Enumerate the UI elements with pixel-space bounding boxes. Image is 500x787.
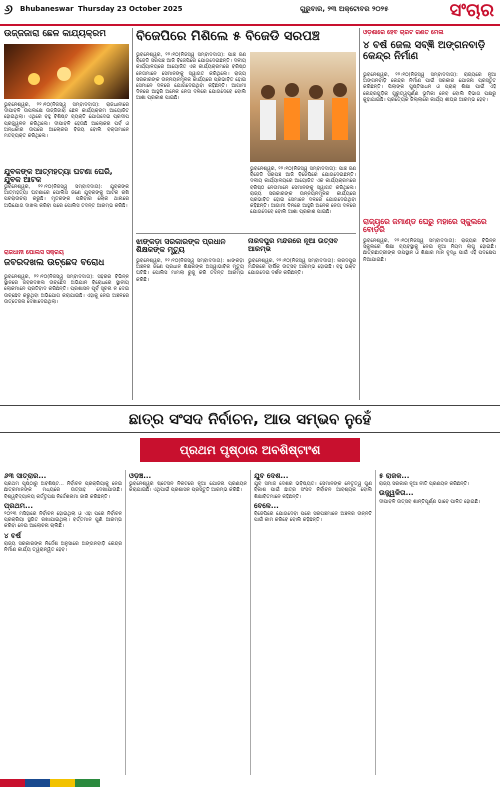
column-divider: [125, 470, 126, 775]
cont-head: ୫ ରାଜକ...: [379, 472, 410, 480]
main-body: ଭୁବନେଶ୍ୱର, ୨୨।୧୦(ନିଜସ୍ୱ ସମ୍ବାଦଦାତା): ପାଞ୍ଚ ଜଣ ବିଜେଡି ସରପଞ୍ଚ ଆଜି ବିଜେପିରେ ଯୋଗଦେଇଛନ୍ତି। ଦଳୀୟ କାର୍ଯ୍ୟାଳୟରେ ଆୟୋଜିତ ଏକ କାର୍ଯ୍ୟକ୍ରମରେ ବରିଷ୍ଠ ନେତାମାନେ ସେମାନଙ୍କୁ ସ୍ୱାଗତ କରିଥିଲେ। ରାଜ୍ୟ ସରକାରଙ୍କ ଉନ୍ନୟନମୂଳକ କାର୍ଯ୍ୟରେ ପ୍ରଭାବିତ ହୋଇ ସେମାନେ ଦଳରେ ଯୋଗଦେଇଥିବା କହିଛନ୍ତି। ଆଗାମୀ ଦିନରେ ଆହୁରି ଅନେକ ନେତା ଦଳରେ ଯୋଗଦେବେ ବୋଲି ଆଶା ପ୍ରକାଶ ପାଇଛି।: [136, 52, 246, 102]
story3-kicker: ରାଜଧାନୀ ପୋଲିସ ସକ୍ରିୟ: [4, 250, 64, 256]
cont-body: ୨୦୨୩ ମସିହାରେ ନିର୍ବାଚନ ହୋଇଥିଲା ଓ ଏହା ପରେ ନିର୍ବାଚନ ପ୍ରକ୍ରିୟା ସ୍ଥଗିତ ରଖାଯାଇଥିଲା। ବର୍ତ୍ତମାନ ପୁଣି ଆରମ୍ଭ କରିବା ନେଇ ଆଲୋଚନା ଚାଲିଛି।: [4, 511, 122, 530]
section-title: ପ୍ରଥମ ପୃଷ୍ଠାର ଅବଶିଷ୍ଟାଂଶ: [140, 438, 360, 462]
sub2-body: ଭୁବନେଶ୍ୱର, ୨୨।୧୦(ନିଜସ୍ୱ ସମ୍ବାଦଦାତା): ନାରଦପୁର ମନ୍ଦିରରେ ବାର୍ଷିକ ଉତ୍ସବ ଆରମ୍ଭ ହୋଇଛି। ବହୁ ଭକ୍ତ ଯୋଗଦେଇ ଦର୍ଶନ କରିଛନ୍ତି।: [248, 258, 356, 277]
lamp-icon: [4, 44, 129, 99]
continuation-col-4: [379, 470, 496, 775]
cont-body: ଭୁବନେଶ୍ୱର ଷ୍ଟେସନ ନିକଟରେ ନୂଆ ଯୋଜନା ପ୍ରଣୟନ କରାଯାଇଛି। ଏଥିପାଇଁ ପ୍ରଶାସନ ପ୍ରସ୍ତୁତି ଆରମ୍ଭ କରିଛି।: [129, 481, 247, 494]
cont-body: ରାଜ୍ୟ ସରକାର ନୂଆ ନୀତି ପ୍ରଣୟନ କରିଛନ୍ତି।: [379, 481, 470, 488]
column-divider: [375, 470, 376, 775]
cont-head: ୪ ବର୍ଷ: [4, 531, 21, 540]
cont-body: ବିଜେପିରେ ଯୋଗଦେବା ପରେ ସରପଞ୍ଚମାନେ ଅଞ୍ଚଳର ଉନ୍ନତି ପାଇଁ କାମ କରିବେ ବୋଲି କହିଛନ୍ତି।: [254, 511, 372, 524]
cont-head: ପ୍ରଥମ...: [4, 501, 33, 510]
right-kicker: ଓଡ଼ିଶାରେ ହେବ ଚାରିଟି ଗଣିତ ମେଳା: [363, 30, 444, 36]
page-number: ୬: [4, 2, 13, 18]
group-photo: [250, 52, 356, 162]
cont-head: ବେଳେ...: [254, 501, 279, 510]
continuation-col-3: [254, 470, 372, 775]
story2-headline: ଯୁବକଙ୍କ ଆତ୍ମହତ୍ୟା ଘଟଣା ଘେରି, ଯୁବକ ଆଟକ: [4, 168, 113, 185]
story3-headline: ଜବରଦଖଲ ଉଚ୍ଛେଦ ବିରୋଧ: [4, 259, 105, 268]
people-icon: [250, 52, 356, 162]
continuation-col-1: [4, 470, 122, 775]
main-headline: ବିଜେପିରେ ମିଶିଲେ ୫ ବିଜେଡି ସରପଞ୍ଚ: [136, 30, 320, 44]
english-date: Thursday 23 October 2025: [78, 5, 183, 13]
sub1-body: ଭୁବନେଶ୍ୱର, ୨୨।୧୦(ନିଜସ୍ୱ ସମ୍ବାଦଦାତା): ଝାଙ୍କଡ଼ା ଅଞ୍ଚଳର ଜଣେ ପ୍ରଧାନ ଶିକ୍ଷକଙ୍କ ଅସ୍ୱାଭାବିକ ମୃତ୍ୟୁ ଘଟିଛି। ପୋଲିସ ମାମଲା ରୁଜୁ କରି ତଦନ୍ତ ଆରମ୍ଭ କରିଛି।: [136, 258, 244, 283]
page-header: [0, 0, 500, 26]
diwali-photo: [4, 44, 129, 99]
cont-body: ରାଜ୍ୟ ସରକାରଙ୍କ ନିର୍ଦ୍ଦେଶ ଅନୁସାରେ ଅଙ୍ଗନବାଡ଼ି କେନ୍ଦ୍ର ନିର୍ମାଣ କାର୍ଯ୍ୟ ତ୍ୱରାନ୍ୱିତ ହେବ।: [4, 540, 122, 554]
cont-head: ଯୁବ ଦେଶ...: [254, 472, 289, 480]
right-sub-headline: ରାଜ୍ୟରେ ଜମାଣ୍ଡ ଘେରୁ ମହାରେ ସ୍କୁଲରେ ବୋର୍ଡ଼ରି: [363, 218, 487, 235]
right-headline: ୪ ବର୍ଷ ଜେଲ ସବ୍‌ଜ୍ଞି ଅଙ୍ଗନବାଡ଼ି କେନ୍ଦ୍ର ନିର୍ମାଣ: [363, 40, 486, 62]
main-body-cont: ଭୁବନେଶ୍ୱର, ୨୨।୧୦(ନିଜସ୍ୱ ସମ୍ବାଦଦାତା): ପାଞ୍ଚ ଜଣ ବିଜେଡି ସରପଞ୍ଚ ଆଜି ବିଜେପିରେ ଯୋଗଦେଇଛନ୍ତି। ଦଳୀୟ କାର୍ଯ୍ୟାଳୟରେ ଆୟୋଜିତ ଏକ କାର୍ଯ୍ୟକ୍ରମରେ ବରିଷ୍ଠ ନେତାମାନେ ସେମାନଙ୍କୁ ସ୍ୱାଗତ କରିଥିଲେ। ରାଜ୍ୟ ସରକାରଙ୍କ ଉନ୍ନୟନମୂଳକ କାର୍ଯ୍ୟରେ ପ୍ରଭାବିତ ହୋଇ ସେମାନେ ଦଳରେ ଯୋଗଦେଇଥିବା କହିଛନ୍ତି। ଆଗାମୀ ଦିନରେ ଆହୁରି ଅନେକ ନେତା ଦଳରେ ଯୋଗଦେବେ ବୋଲି ଆଶା ପ୍ରକାଶ ପାଇଛି।: [250, 166, 356, 216]
story3-body: ଭୁବନେଶ୍ୱର, ୨୨।୧୦(ନିଜସ୍ୱ ସମ୍ବାଦଦାତା): ସହରର ବିଭିନ୍ନ ସ୍ଥାନରେ ଜବରଦଖଲ ଉଚ୍ଛେଦ ଅଭିଯାନ ବିରୋଧରେ ସ୍ଥାନୀୟ ଲୋକମାନେ ପ୍ରତିବାଦ କରିଛନ୍ତି। ପ୍ରଶାସନ ପୂର୍ବ ସୂଚନା ନ ଦେଇ ଉଚ୍ଛେଦ କରୁଥିବା ଅଭିଯୋଗ କରାଯାଇଛି। ଏହାକୁ ନେଇ ଅଞ୍ଚଳରେ ଉତ୍ତେଜନା ଦେଖାଦେଇଥିଲା।: [4, 274, 129, 305]
column-divider: [359, 28, 360, 400]
cont-body: ପ୍ରଥମ ପୃଷ୍ଠାରୁ ଅବଶିଷ୍ଟ... ନିର୍ବାଚନ ପ୍ରକ୍ରିୟାକୁ ନେଇ ଛାତ୍ରମାନଙ୍କ ମଧ୍ୟରେ ଉତ୍ସାହ ଦେଖାଯାଉଛି। ବିଶ୍ୱବିଦ୍ୟାଳୟ କର୍ତ୍ତୃପକ୍ଷ ନିର୍ଦ୍ଦେଶନାମା ଜାରି କରିଛନ୍ତି।: [4, 481, 122, 500]
cont-head: ଓଡ଼ଞ୍ଚ...: [129, 472, 152, 480]
cont-head: ୬୩ ସାତ୍ରାର...: [4, 472, 47, 480]
band-headline-strip: [0, 405, 500, 433]
cont-body: ଦୀପାବଳି ଉତ୍ସବ ଶାନ୍ତିପୂର୍ଣ୍ଣ ଭାବେ ପାଳିତ ହୋଇଛି।: [379, 498, 481, 505]
band-headline: ଛାତ୍ର ସଂସଦ ନିର୍ବାଚନ, ଆଉ ସମ୍ଭବ ନୁହେଁ: [128, 410, 372, 428]
right-body: ଭୁବନେଶ୍ୱର, ୨୨।୧୦(ନିଜସ୍ୱ ସମ୍ବାଦଦାତା): ରାଜ୍ୟରେ ନୂଆ ଅଙ୍ଗନବାଡ଼ି କେନ୍ଦ୍ର ନିର୍ମାଣ ପାଇଁ ସରକାର ଯୋଜନା ପ୍ରସ୍ତୁତ କରିଛନ୍ତି। ପିଲାଙ୍କ ପୁଷ୍ଟିସାଧନ ଓ ପ୍ରାକ୍‌ ଶିକ୍ଷା ପାଇଁ ଏହି କେନ୍ଦ୍ରଗୁଡ଼ିକ ଗୁରୁତ୍ୱପୂର୍ଣ୍ଣ ଭୂମିକା ନେବ ବୋଲି ବିଭାଗ ପକ୍ଷରୁ କୁହାଯାଇଛି। ପ୍ରତ୍ୟେକ ଜିଲ୍ଲାରେ କାର୍ଯ୍ୟ ଶୀଘ୍ର ଆରମ୍ଭ ହେବ।: [363, 72, 496, 103]
column-divider: [250, 470, 251, 775]
story1-body: ଭୁବନେଶ୍ୱର, ୨୨।୧୦(ନିଜସ୍ୱ ସମ୍ବାଦଦାତା): ରାଜଧାନୀରେ ଦୀପାବଳି ଉପଲକ୍ଷେ ଉଜ୍ଜିଜାରା ଛେଳ କାର୍ଯ୍ୟକ୍ରମ ଆୟୋଜିତ ହୋଇଥିଲା। ଏଥିରେ ବହୁ ବିଶିଷ୍ଟ ବ୍ୟକ୍ତି ଯୋଗଦେଇ ପ୍ରଦୀପ ପ୍ରଜ୍ଜ୍ୱଳନ କରିଥିଲେ। ଦୀପାବଳି ହେଉଛି ଆଲୋକର ପର୍ବ ଓ ଅନ୍ଧକାର ଉପରେ ଆଲୋକର ବିଜୟ ବୋଲି ବକ୍ତାମାନେ ମତବ୍ୟକ୍ତ କରିଥିଲେ।: [4, 102, 129, 140]
story2-body: ଭୁବନେଶ୍ୱର, ୨୨।୧୦(ନିଜସ୍ୱ ସମ୍ବାଦଦାତା): ଯୁବକଙ୍କ ଆତ୍ମହତ୍ୟା ଘଟଣାରେ ପୋଲିସ ଜଣେ ଯୁବକଙ୍କୁ ଆଟକ ରଖି ପଚରାଉଚରା କରୁଛି। ମୃତକଙ୍କ ପରିବାର ଲୋକ ଥାନାରେ ଅଭିଯୋଗ ଦାଖଲ କରିବା ପରେ ପୋଲିସ ତଦନ୍ତ ଆରମ୍ଭ କରିଛି।: [4, 184, 129, 209]
continuation-col-2: [129, 470, 247, 775]
edition-label: Bhubaneswar: [20, 5, 74, 13]
story1-headline: ଉଜ୍ଜିଜାରା ଛେଳ କାର୍ଯ୍ୟକ୍ରମ: [4, 30, 106, 39]
center-divider: [136, 233, 356, 234]
odia-date: ଗୁରୁବାର, ୨୩ ଅକ୍ଟୋବର ୨୦୨୫: [300, 5, 389, 13]
cont-body: ଯୁବ ସମାଜ ଦେଶର ଭବିଷ୍ୟତ। ସେମାନଙ୍କ ନେତୃତ୍ୱ ଗୁଣ ବିକାଶ ପାଇଁ ଛାତ୍ର ସଂସଦ ନିର୍ବାଚନ ଆବଶ୍ୟକ ବୋଲି ଶିକ୍ଷାବିତମାନେ କହିଛନ୍ତି।: [254, 481, 372, 500]
color-registration-strip: [0, 779, 500, 787]
masthead-logo: ସଂଚାର: [449, 0, 494, 21]
right-sub-body: ଭୁବନେଶ୍ୱର, ୨୨।୧୦(ନିଜସ୍ୱ ସମ୍ବାଦଦାତା): ରାଜ୍ୟର ବିଭିନ୍ନ ସ୍କୁଲରେ ଶିକ୍ଷା ବ୍ୟବସ୍ଥାକୁ ନେଇ ନୂଆ ନିୟମ ଲାଗୁ ହୋଇଛି। ଛାତ୍ରଛାତ୍ରୀଙ୍କ ଉପସ୍ଥାନ ଓ ଶିକ୍ଷାର ମାନ ବୃଦ୍ଧି ପାଇଁ ଏହି ପଦକ୍ଷେପ ନିଆଯାଇଛି।: [363, 238, 496, 263]
sub2-headline: ନାରଦପୁର ମନ୍ଦିରରେ ନୂଆ ଉତ୍ସବ ଆରମ୍ଭ: [248, 238, 338, 253]
sub1-headline: ଝାଙ୍କଡ଼ା ସରକାରଙ୍କ ପ୍ରଧାନ ଶିକ୍ଷକଙ୍କ ମୃତ୍ୟୁ: [136, 238, 226, 255]
column-divider: [132, 28, 133, 400]
cont-head: ଉଜ୍ଜ୍ୱଳିତା...: [379, 489, 414, 498]
